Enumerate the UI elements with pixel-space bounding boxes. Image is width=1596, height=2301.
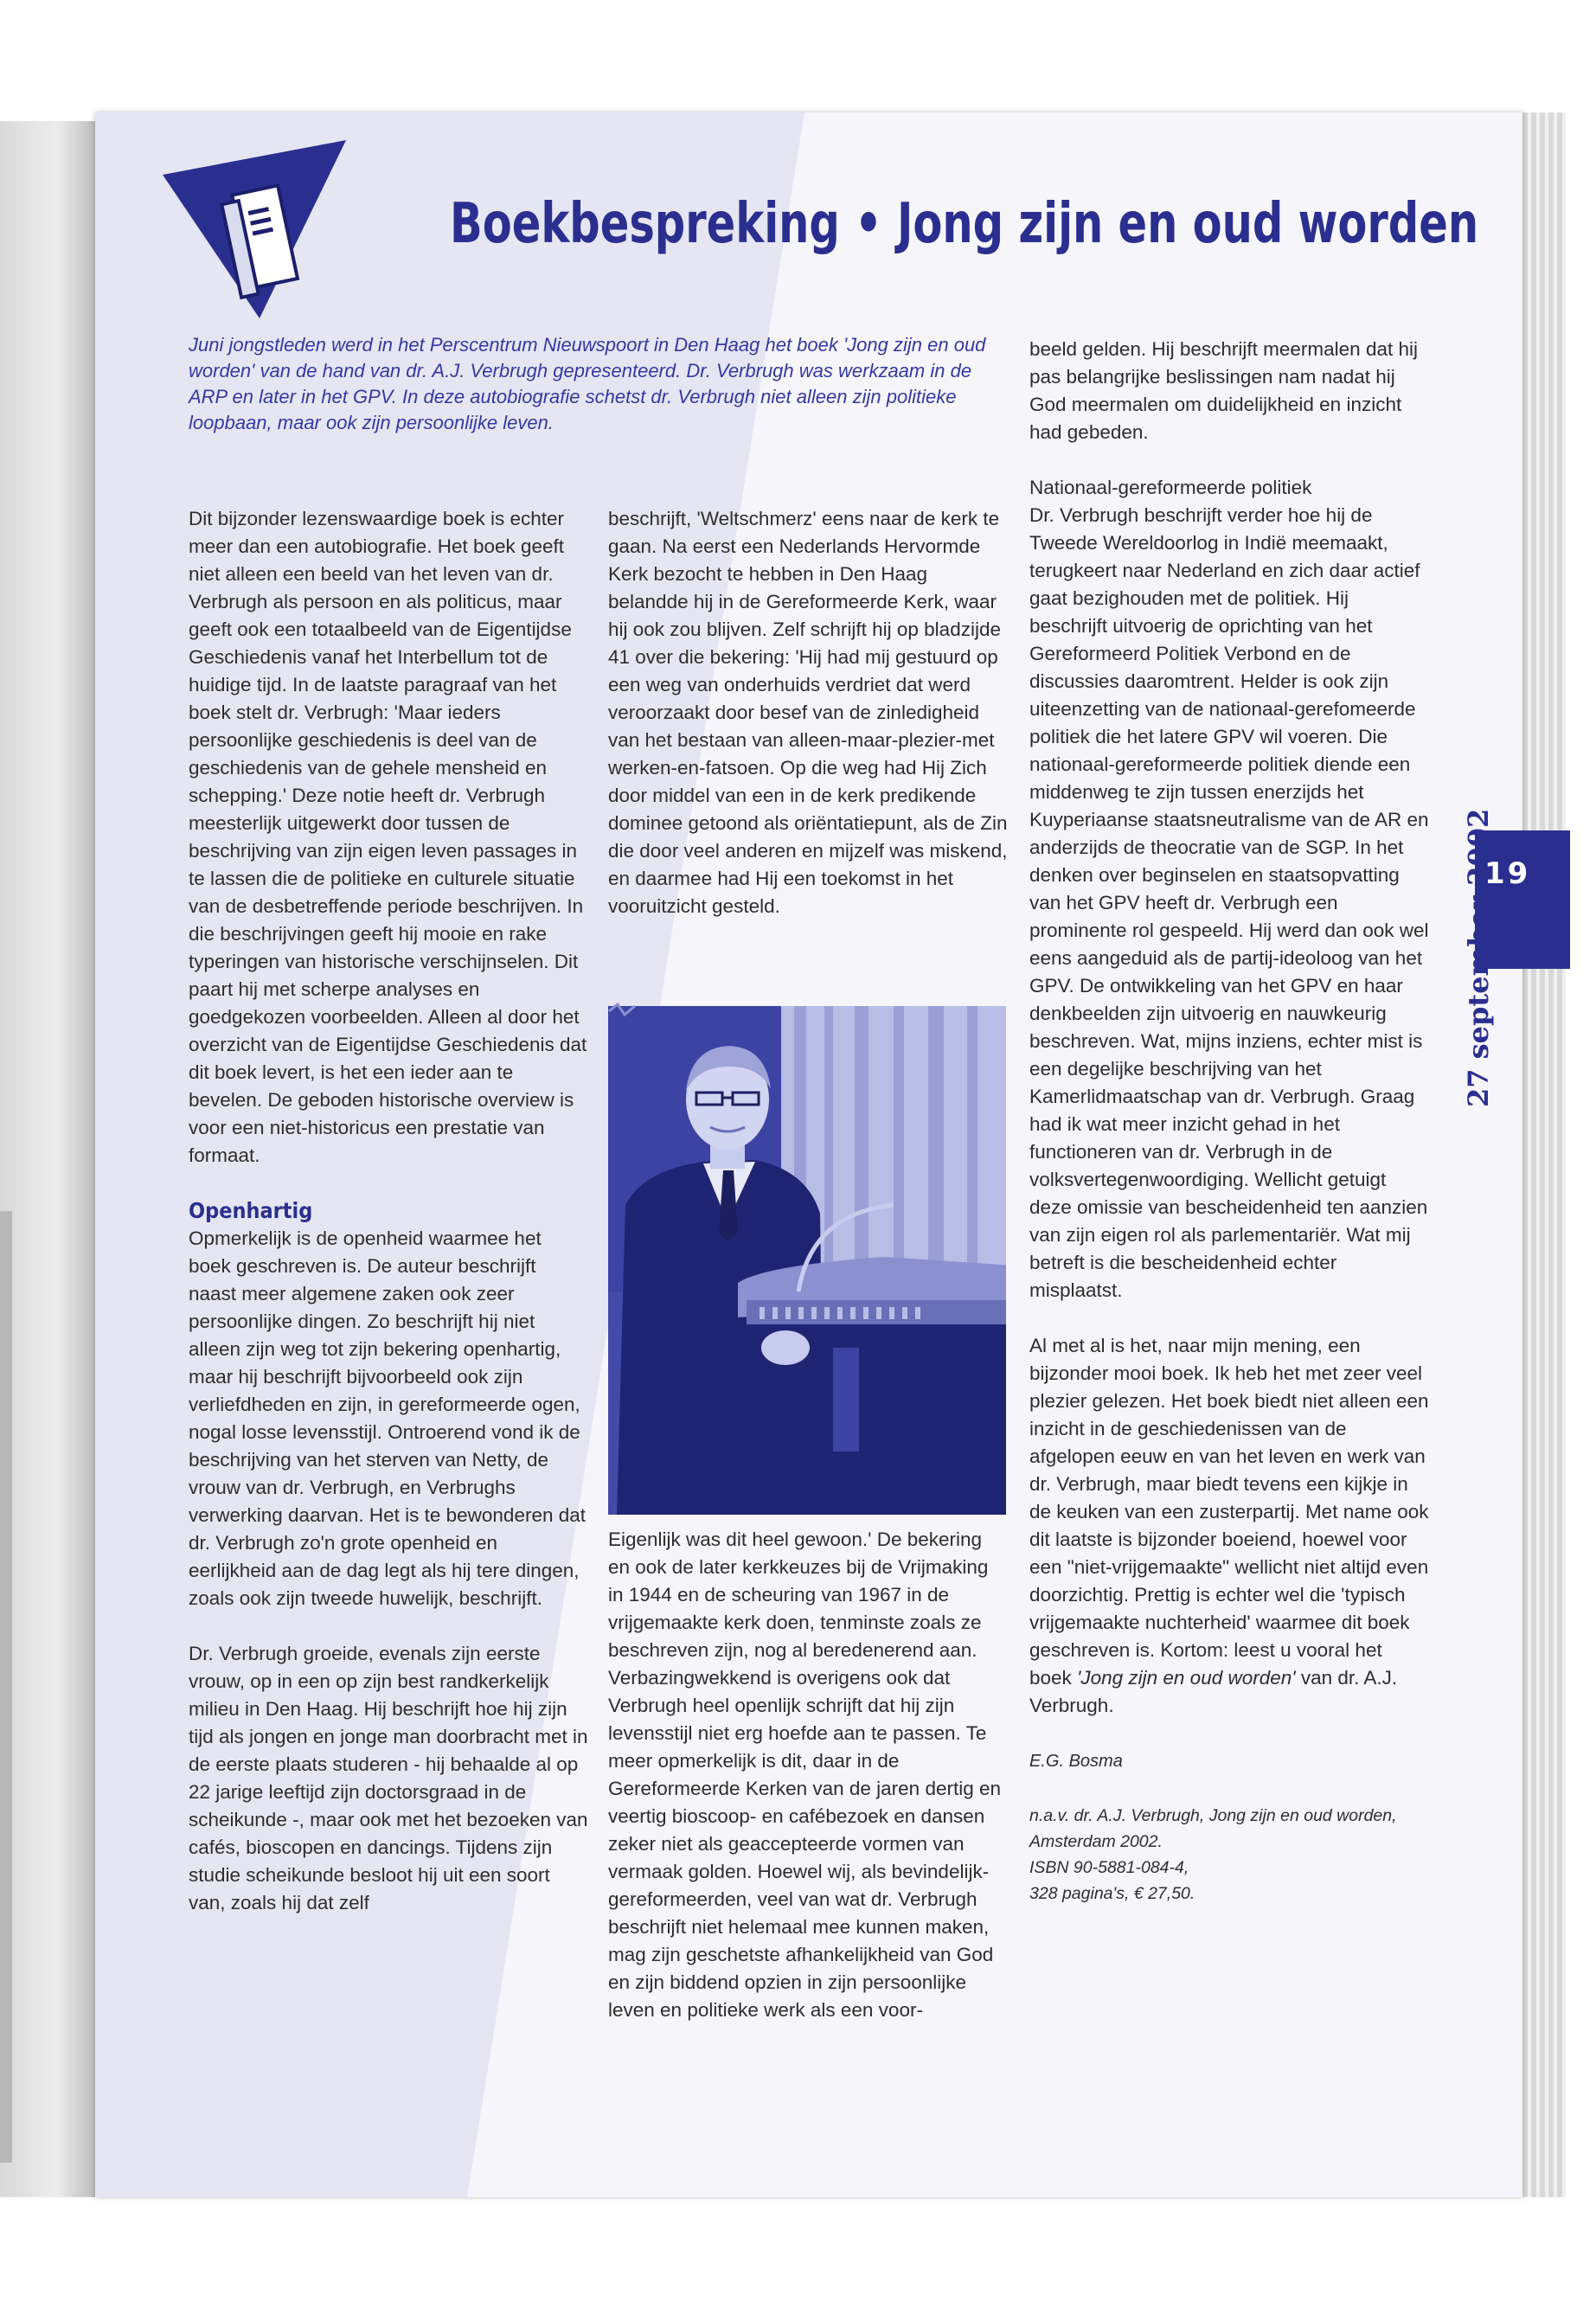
paragraph: beeld gelden. Hij beschrijft meermalen dat hij pas belangrijke beslissingen nam nadat hij God meermalen om duidelijkheid en inzicht had gebeden.: [1029, 338, 1418, 443]
paragraph-text: Al met al is het, naar mijn mening, een bijzonder mooi boek. Ik heb het met zeer veel plezier gelezen. Het boek biedt niet alleen een inzicht in de geschiedenissen van de afgelopen eeuw en van het leven en werk van dr. Verbrugh, maar biedt tevens een kijkje in de keuken van een zusterpartij. Met name ook dit laatste is bijzonder boeiend, hoewel voor een "niet-vrijgemaakte" wellicht niet altijd even doorzichtig. Prettig is echter wel die 'typisch vrijgemaakte nuchterheid' waarmee dit boek geschreven is. Kortom: leest u vooral het boek: [1029, 1335, 1429, 1689]
paragraph-text: van dr. A.J. Verbrugh.: [1029, 1667, 1398, 1716]
bibliography-isbn: ISBN 90-5881-084-4,: [1029, 1858, 1189, 1877]
book-title: 'Jong zijn en oud worden': [1077, 1667, 1296, 1689]
bibliography: [1029, 1803, 1429, 1907]
book-icon: [156, 138, 355, 320]
article-intro: Juni jongstleden werd in het Perscentrum Nieuwspoort in Den Haag het boek 'Jong zijn en oud worden' van de hand van dr. A.J. Verbrugh gepresenteerd. Dr. Verbrugh was werkzaam in de ARP en later in het GPV. In deze autobiografie schetst dr. Verbrugh niet alleen zijn politieke loopbaan, maar ook zijn persoonlijke leven.: [189, 334, 986, 433]
left-page-edge: [0, 121, 95, 2197]
subheading-politiek: Nationaal-gereformeerde politiek: [1029, 477, 1312, 498]
speaker-photo: [608, 1006, 1006, 1515]
paragraph: Opmerkelijk is de openheid waarmee het boek geschreven is. De auteur beschrijft naast meer algemene zaken ook zeer persoonlijke dingen. Zo beschrijft hij niet alleen zijn weg tot zijn bekering openhartig, maar hij beschrijft bijvoorbeeld ook zijn verliefdheden en zijn, in gereformeerde ogen, nogal losse levensstijl. Ontroerend vond ik de beschrijving van het sterven van Netty, de vrouw van dr. Verbrugh, en Verbrughs verwerking daarvan. Het is te bewonderen dat dr. Verbrugh zo'n grote openheid en eerlijkheid aan de dag legt als hij tere dingen, zoals ook zijn tweede huwelijk, beschrijft.: [189, 1227, 586, 1609]
author-name: E.G. Bosma: [1029, 1752, 1123, 1771]
bibliography-line: n.a.v. dr. A.J. Verbrugh, Jong zijn en oud worden, Amsterdam 2002.: [1029, 1806, 1397, 1851]
column-2-bottom: [608, 1526, 1008, 2052]
paragraph: Dr. Verbrugh beschrijft verder hoe hij de Tweede Wereldoorlog in Indië meemaakt, terugkeert naar Nederland en zich daar actief gaat bezighouden met de politiek. Hij beschrijft uitvoerig de oprichting van het Gereformeerd Politiek Verbond en de discussies daaromtrent. Helder is ook zijn uiteenzetting van de nationaal-gerefomeerde politiek die het latere GPV wil voeren. Die nationaal-gereformeerde politiek diende een middenweg te zijn tussen enerzijds het Kuyperiaanse staatsneutralisme van de AR en anderzijds de theocratie van de SGP. In het denken over beginselen en staatsopvatting van het GPV heeft dr. Verbrugh een prominente rol gespeeld. Hij werd dan ook wel eens aangeduid als de partij-ideoloog van het GPV. De ontwikkeling van het GPV en haar denkbeelden zijn uitvoerig en nauwkeurig beschreven. Wat, mijns inziens, echter mist is een degelijke beschrijving van het Kamerlidmaatschap van dr. Verbrugh. Graag had ik wat meer inzicht gehad in het functioneren van dr. Verbrugh in de volksvertegenwoordiging. Wellicht getuigt deze omissie van bescheidenheid ten aanzien van zijn eigen rol als parlementariër. Wat mij betreft is die bescheidenheid echter misplaatst.: [1029, 504, 1429, 1301]
paragraph: Dit bijzonder lezenswaardige boek is echter meer dan een autobiografie. Het boek geeft niet alleen een beeld van het leven van dr. Verbrugh als persoon en als politicus, maar geeft ook een totaalbeeld van de Eigentijdse Geschiedenis vanaf het Interbellum tot de huidige tijd. In de laatste paragraaf van het boek stelt dr. Verbrugh: 'Maar ieders persoonlijke geschiedenis is deel van de geschiedenis van de gehele mensheid en schepping.' Deze notie heeft dr. Verbrugh meesterlijk uitgewerkt door tussen de beschrijving van zijn eigen leven passages in te lassen die de politieke en culturele situatie van de desbetreffende periode beschrijven. In die beschrijvingen geeft hij mooie en rake typeringen van historische verschijnselen. Dit paart hij met scherpe analyses en goedgekozen voorbeelden. Alleen al door het overzicht van de Eigentijdse Geschiedenis dat dit boek levert, is het een ieder aan te bevelen. De geboden historische overview is voor een niet-historicus een prestatie van formaat.: [189, 508, 587, 1166]
left-page-shadow: [0, 1211, 12, 2163]
paragraph: Eigenlijk was dit heel gewoon.' De bekering en ook de later kerkkeuzes bij de Vrijmaking in 1944 en de scheuring van 1967 in de vrijgemaakte kerk doen, tenminste zoals ze beschreven zijn, nog al beredenerend aan. Verbazingwekkend is overigens ook dat Verbrugh heel openlijk schrijft dat hij zijn levensstijl niet erg hoefde aan te passen. Te meer opmerkelijk is dit, daar in de Gereformeerde Kerken van de jaren dertig en veertig bioscoop- en cafébezoek en dansen zeker niet als geaccepteerde vormen van vermaak golden. Hoewel wij, als bevindelijk-gereformeerden, veel van wat dr. Verbrugh beschrijft niet helemaal mee kunnen maken, mag zijn geschetste afhankelijkheid van God en zijn biddend opzien in zijn persoonlijke leven en politieke werk als een voor-: [608, 1529, 1002, 2021]
column-2-top: [608, 505, 1008, 948]
column-1: [189, 505, 588, 1945]
page-title: Boekbespreking • Jong zijn en oud worden: [450, 192, 1479, 256]
bibliography-price: 328 pagina's, € 27,50.: [1029, 1884, 1195, 1903]
paragraph: Dr. Verbrugh groeide, evenals zijn eerste vrouw, op in een op zijn best randkerkelijk milieu in Den Haag. Hij beschrijft hoe hij zijn tijd als jongen en jonge man doorbracht met in de eerste plaats studeren - hij behaalde al op 22 jarige leeftijd zijn doctorsgraad in de scheikunde -, maar ook met het bezoeken van cafés, bioscopen en dancings. Tijdens zijn studie scheikunde besloot hij uit een soort van, zoals hij dat zelf: [189, 1643, 588, 1913]
subheading-openhartig: Openhartig: [189, 1198, 313, 1223]
issue-date: 27 september 2002: [1462, 808, 1495, 1107]
page-number: 19: [1484, 856, 1531, 891]
photo-corner-mark: [606, 999, 640, 1020]
column-3: [1029, 336, 1429, 1907]
paragraph: beschrijft, 'Weltschmerz' eens naar de kerk te gaan. Na eerst een Nederlands Hervormde Kerk bezocht te hebben in Den Haag belandde hij in de Gereformeerde Kerk, waar hij ook zou blijven. Zelf schrijft hij op bladzijde 41 over die bekering: 'Hij had mij gestuurd op een weg van onderhuids verdriet dat werd veroorzaakt door besef van de zinledigheid van het bestaan van alleen-maar-plezier-met werken-en-fatsoen. Op die weg had Hij Zich door middel van een in de kerk predikende dominee getoond als oriëntatiepunt, als de Zin die door veel anderen en mijzelf was miskend, en daarmee had Hij een toekomst in het vooruitzicht gesteld.: [608, 508, 1008, 917]
paragraph: [1029, 1332, 1429, 1720]
page-stack-edge: [1522, 112, 1566, 2197]
